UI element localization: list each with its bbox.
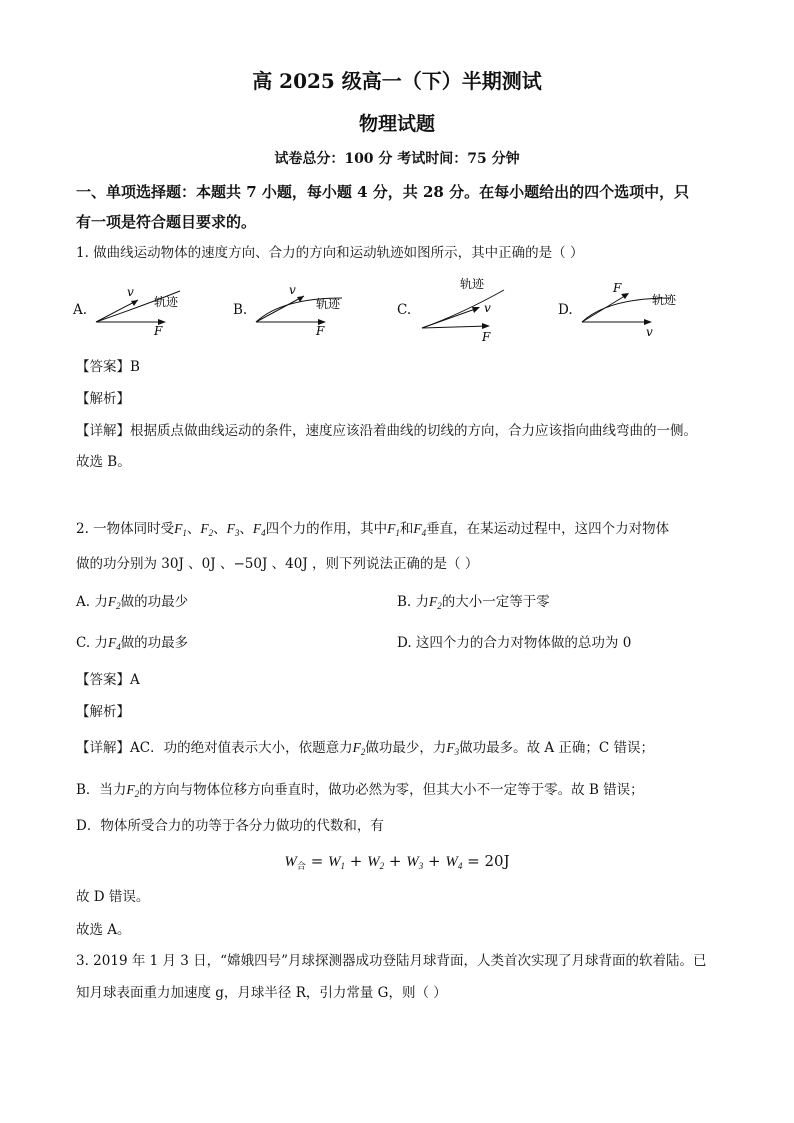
math-f4: $F_4$ bbox=[413, 521, 427, 538]
force-label: F bbox=[316, 324, 325, 338]
math-f2: $F_2$ bbox=[429, 594, 442, 611]
q1-answer: 【答案】B bbox=[76, 359, 140, 375]
math-f2: $F_2$ bbox=[200, 521, 214, 538]
text-fragment: 2. 一物体同时受 bbox=[76, 521, 175, 537]
text-fragment: 【详解】AC．功的绝对值表示大小，依题意力 bbox=[76, 740, 353, 756]
velocity-label: v bbox=[127, 285, 134, 299]
velocity-arrow bbox=[96, 300, 138, 322]
text-fragment: 垂直，在某运动过程中，这四个力对物体 bbox=[426, 521, 670, 537]
math-f2: $F_2$ bbox=[352, 740, 366, 757]
trajectory-label: 轨迹 bbox=[316, 297, 341, 311]
q3-stem-line2: 知月球表面重力加速度 g，月球半径 R，引力常量 G，则（ ） bbox=[76, 985, 447, 1001]
velocity-label: v bbox=[484, 301, 491, 315]
math-f1: $F_1$ bbox=[174, 521, 187, 538]
option-letter: C. bbox=[397, 302, 412, 318]
text-fragment: C. 力 bbox=[76, 635, 108, 651]
text-fragment: 和 bbox=[399, 521, 414, 537]
q2-stem-line2: 做的功分别为 30J 、0J 、−50J 、40J ，则下列说法正确的是（ ） bbox=[76, 556, 479, 572]
formula-result: = 20J bbox=[467, 852, 510, 870]
velocity-arrow bbox=[256, 296, 304, 322]
q2-stem-line1: 2. 一物体同时受$F_1$、$F_2$、$F_3$、$F_4$四个力的作用，其中$F_1$和$F_4$垂直，在某运动过程中，这四个力对物体 bbox=[76, 521, 670, 538]
q2-formula: $W_合 = W_1 + W_2 + W_3 + W_4 = 20J$ bbox=[284, 852, 510, 871]
q1-diagram-a bbox=[92, 282, 202, 340]
option-letter: B. bbox=[233, 302, 248, 318]
text-fragment: A. 力 bbox=[76, 594, 108, 610]
trajectory-label: 轨迹 bbox=[652, 293, 677, 307]
text-fragment: B. 力 bbox=[397, 594, 430, 610]
q2-conclusion: 故选 A。 bbox=[76, 922, 131, 938]
math-f4: $F_4$ bbox=[107, 635, 121, 652]
force-label: F bbox=[154, 324, 163, 338]
q2-option-a bbox=[76, 592, 188, 612]
section-heading-line1: 一、单项选择题：本题共 7 小题，每小题 4 分，共 28 分。在每小题给出的四个选项中，只 bbox=[76, 183, 690, 201]
velocity-label: v bbox=[289, 283, 296, 297]
q1-diagram-c bbox=[416, 274, 526, 344]
text-fragment: 做的功最少 bbox=[120, 594, 189, 610]
section-heading-line2: 有一项是符合题目要求的。 bbox=[76, 213, 257, 231]
force-arrow bbox=[582, 294, 628, 322]
text-fragment: 做功最多。故 A 正确；C 错误； bbox=[459, 740, 655, 756]
text-fragment: 做功最少，力 bbox=[365, 740, 447, 756]
text-fragment: 四个力的作用，其中 bbox=[265, 521, 388, 537]
math-f4: $F_4$ bbox=[252, 521, 266, 538]
option-letter: A. bbox=[73, 302, 88, 318]
math-f3: $F_3$ bbox=[226, 521, 240, 538]
math-w-total: $W_合$ bbox=[284, 854, 306, 871]
text-fragment: 的大小一定等于零 bbox=[441, 594, 550, 610]
math-f3: $F_3$ bbox=[446, 740, 460, 757]
q1-analysis: 【解析】 bbox=[76, 391, 130, 407]
trajectory-curve bbox=[422, 290, 504, 328]
math-f2: $F_2$ bbox=[107, 594, 121, 611]
q1-diagram-d bbox=[578, 278, 688, 340]
option-letter: D. bbox=[558, 302, 573, 318]
force-arrow bbox=[422, 326, 488, 328]
trajectory-label: 轨迹 bbox=[154, 295, 179, 309]
q2-option-d: D. 这四个力的合力对物体做的总功为 0 bbox=[397, 635, 632, 651]
force-label: F bbox=[482, 330, 491, 344]
q1-diagram-b bbox=[252, 282, 362, 340]
q2-option-b bbox=[397, 592, 550, 612]
velocity-label: v bbox=[646, 325, 653, 339]
velocity-arrowhead bbox=[472, 307, 480, 313]
exam-title: 高 2025 级高一（下）半期测试 bbox=[252, 69, 542, 93]
subject-title: 物理试题 bbox=[358, 113, 435, 135]
text-fragment: B．当力 bbox=[76, 782, 127, 798]
q1-stem: 1. 做曲线运动物体的速度方向、合力的方向和运动轨迹如图所示，其中正确的是（ ） bbox=[76, 245, 584, 261]
q2-option-c bbox=[76, 633, 188, 653]
q2-analysis: 【解析】 bbox=[76, 704, 130, 720]
q1-conclusion: 故选 B。 bbox=[76, 454, 131, 470]
force-arrowhead bbox=[482, 323, 490, 329]
q2-answer: 【答案】A bbox=[76, 672, 140, 688]
math-f1: $F_1$ bbox=[387, 521, 400, 538]
math-f2: $F_2$ bbox=[126, 782, 140, 799]
velocity-arrow bbox=[422, 308, 478, 328]
q3-stem-line1: 3. 2019 年 1 月 3 日，“嫦娥四号”月球探测器成功登陆月球背面，人类首次实现了月球背面的软着陆。已 bbox=[76, 953, 707, 969]
text-fragment: 的方向与物体位移方向垂直时，做功必然为零，但其大小不一定等于零。故 B 错误； bbox=[139, 782, 644, 798]
q2-detail-line4: 故 D 错误。 bbox=[76, 889, 150, 905]
q2-detail-line3: D．物体所受合力的功等于各分力做功的代数和，有 bbox=[76, 818, 384, 834]
force-label: F bbox=[613, 281, 622, 295]
q2-detail-line1 bbox=[76, 738, 654, 758]
q2-detail-line2 bbox=[76, 780, 644, 800]
q1-detail: 【详解】根据质点做曲线运动的条件，速度应该沿着曲线的切线的方向，合力应该指向曲线弯曲的一侧。 bbox=[76, 423, 697, 439]
text-fragment: 做的功最多 bbox=[120, 635, 189, 651]
exam-info: 试卷总分：100 分 考试时间：75 分钟 bbox=[274, 151, 520, 167]
trajectory-label: 轨迹 bbox=[460, 277, 485, 291]
